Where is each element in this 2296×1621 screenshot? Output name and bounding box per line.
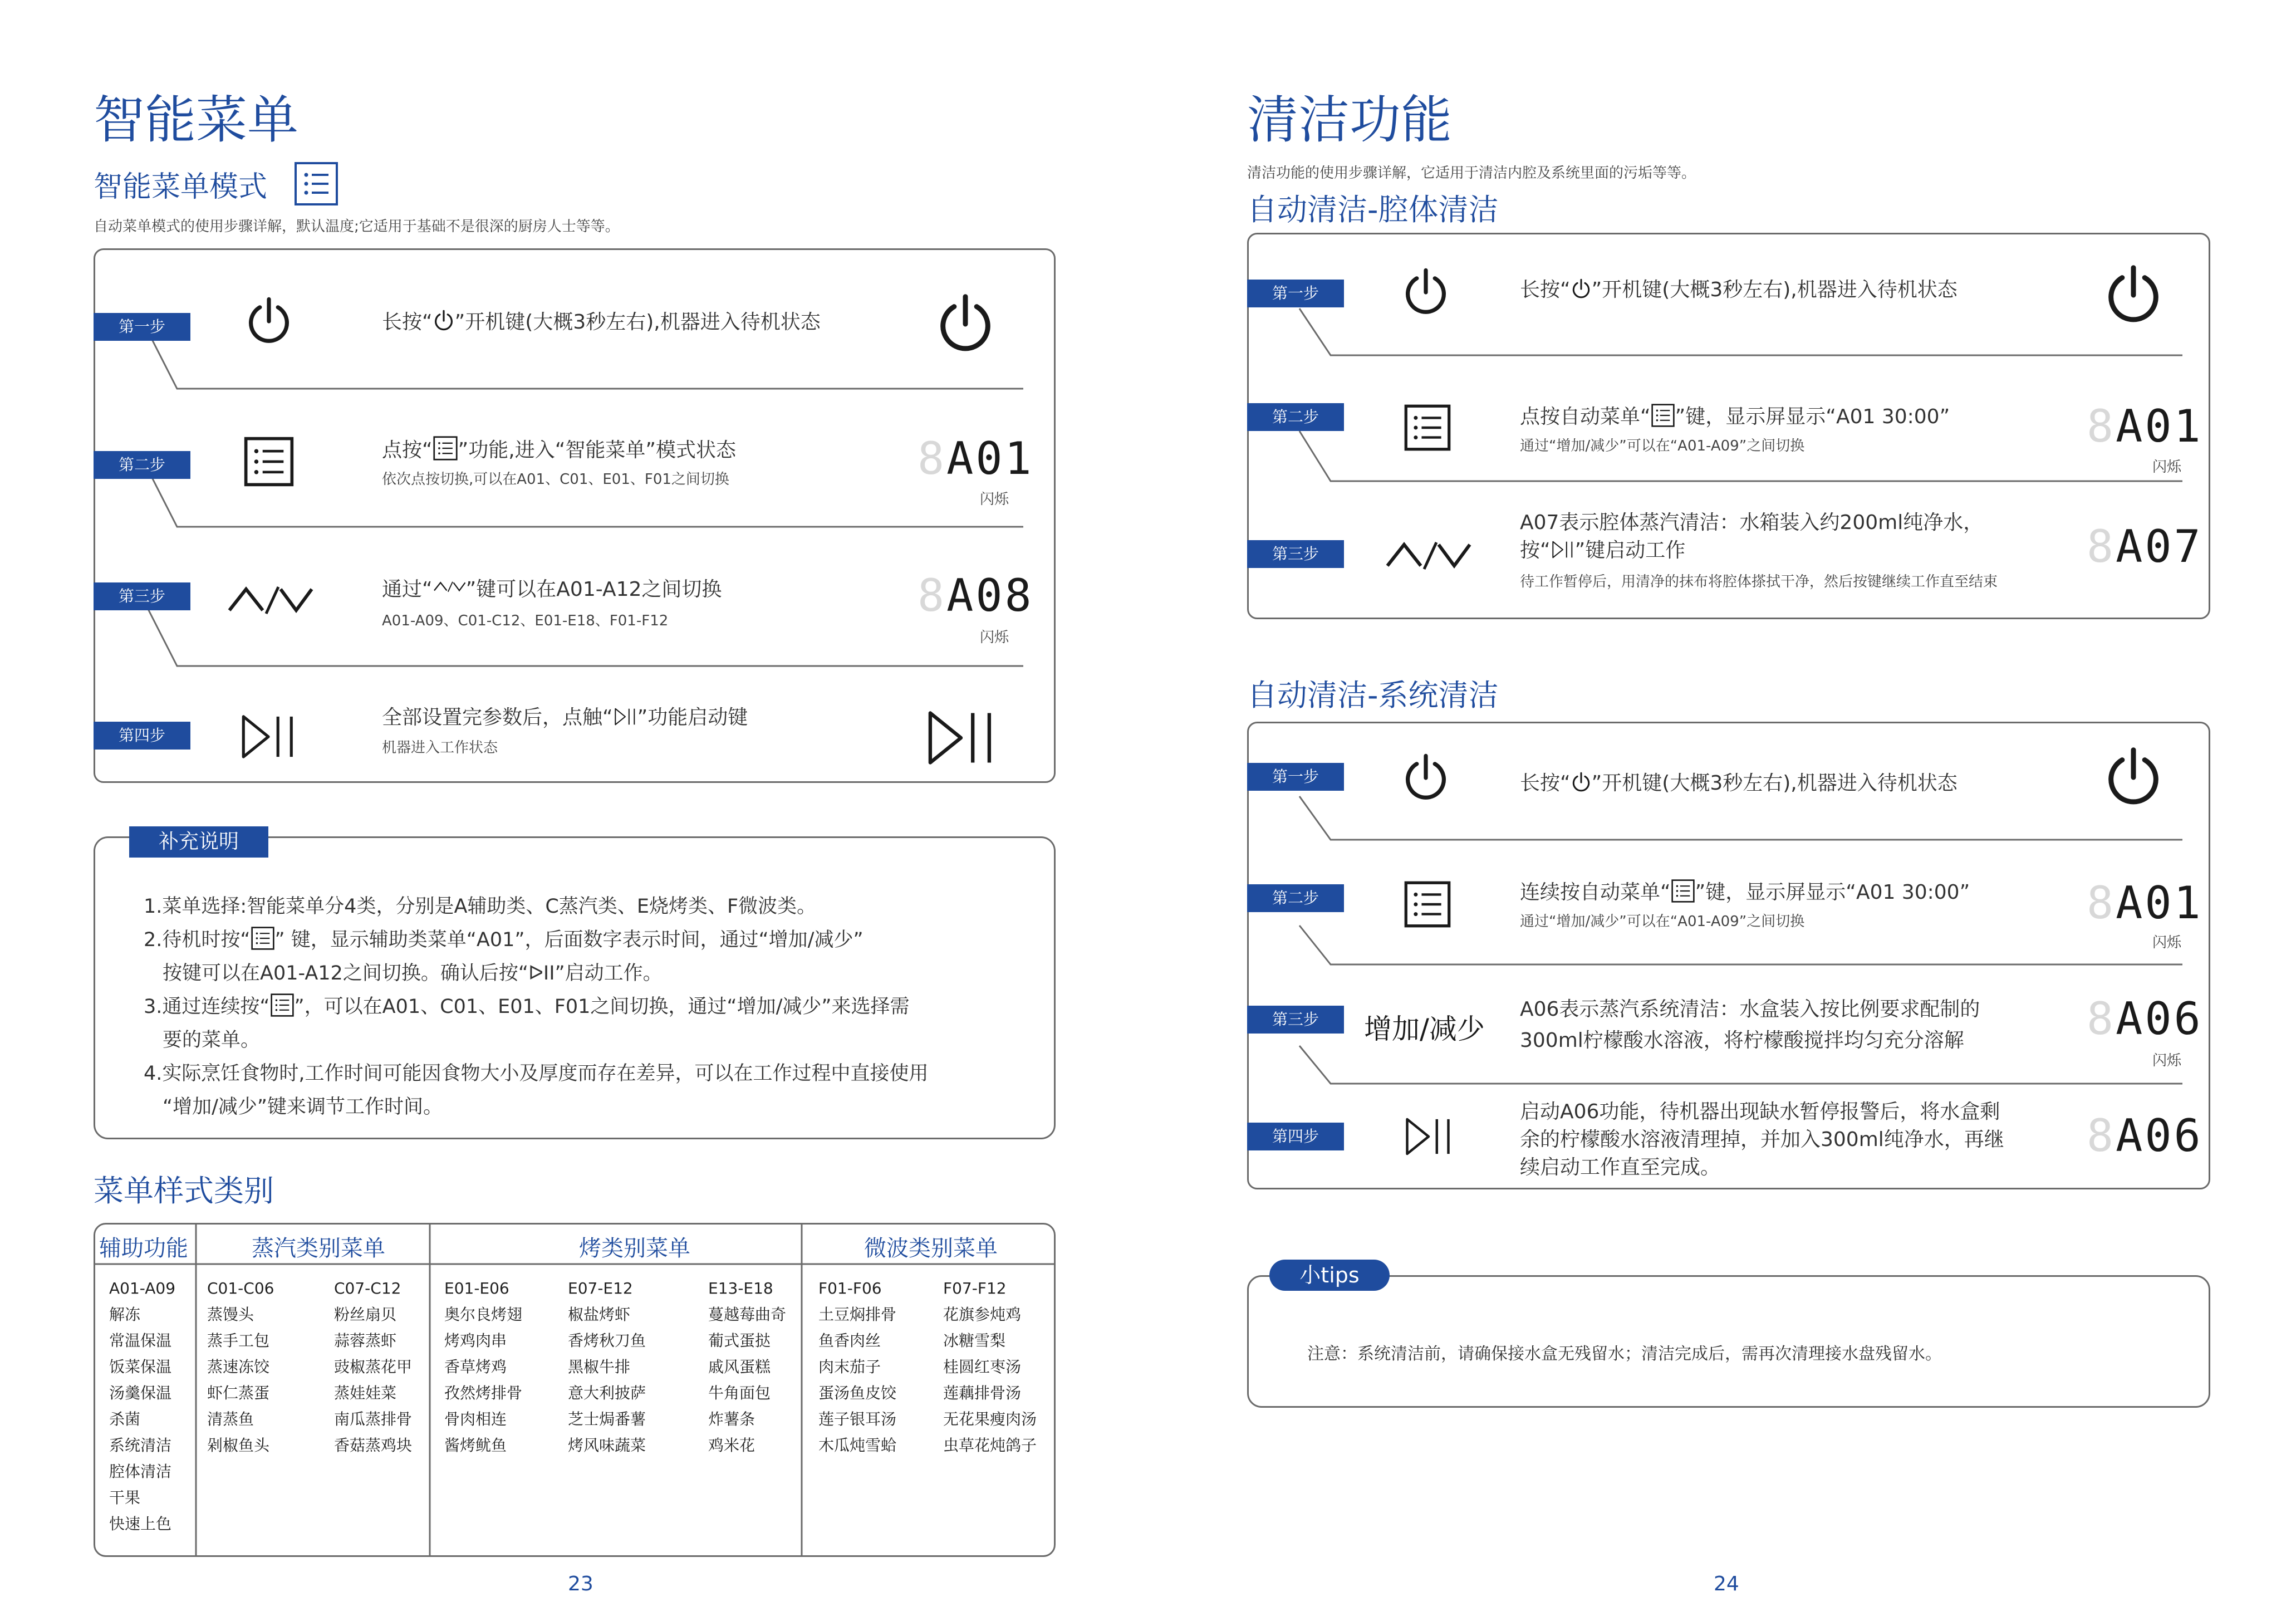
menu-icon (433, 435, 458, 461)
step-text: A07表示腔体蒸汽清洁：水箱装入约200ml纯净水， (1520, 511, 1984, 534)
step-subtext: 待工作暂停后，用清净的抹布将腔体搽拭干净，然后按键继续工作直至结束 (1520, 574, 1998, 590)
step-tag: 第一步 (94, 313, 190, 341)
menu-icon (251, 926, 275, 951)
step-text: 连续按自动菜单“ ”键，显示屏显示“A01 30:00” (1520, 879, 1970, 906)
page-title: 智能菜单 (94, 90, 299, 150)
table-column: C07-C12 粉丝扇贝 蒜蓉蒸虾 豉椒蒸花甲 蒸娃娃菜 南瓜蒸排骨 香菇蒸鸡块 (334, 1279, 413, 1455)
display-readout: 8A07 (2087, 521, 2203, 572)
table-header: 辅助功能 (99, 1236, 188, 1261)
section-title: 智能菜单模式 (94, 170, 268, 204)
step-tag: 第四步 (1247, 1123, 1344, 1150)
step-text: 300ml柠檬酸水溶液，将柠檬酸搅拌均匀充分溶解 (1520, 1029, 1964, 1052)
step-tag: 第三步 (94, 582, 190, 610)
step-tag: 第四步 (94, 722, 190, 750)
page-number: 24 (1714, 1573, 1739, 1595)
note-line: “增加/减少”键来调节工作时间。 (163, 1096, 443, 1118)
section-title: 菜单样式类别 (94, 1173, 274, 1208)
up-down-icon (433, 578, 466, 595)
step-tag: 第二步 (94, 451, 190, 479)
display-readout: 8A06 (2087, 1110, 2203, 1162)
display-readout: 8A08 (918, 570, 1034, 621)
table-column: E01-E06 奥尔良烤翅 烤鸡肉串 香草烤鸡 孜然烤排骨 骨肉相连 酱烤鱿鱼 (444, 1279, 523, 1455)
step-text: A06表示蒸汽系统清洁：水盒装入按比例要求配制的 (1520, 998, 1980, 1021)
table-column: F07-F12 花旗参炖鸡 冰糖雪梨 桂圆红枣汤 莲藕排骨汤 无花果瘦肉汤 虫草花炖鸽子 (943, 1279, 1037, 1455)
note-line: 1.菜单选择:智能菜单分4类，分别是A辅助类、C蒸汽类、E烧烤类、F微波类。 (144, 895, 817, 918)
table-column: E07-E12 椒盐烤虾 香烤秋刀鱼 黑椒牛排 意大利披萨 芝士焗番薯 烤风味蔬菜 (568, 1279, 646, 1455)
power-icon (934, 293, 997, 355)
power-icon (1571, 772, 1592, 793)
flash-label: 闪烁 (980, 491, 1009, 508)
page-number: 23 (568, 1573, 593, 1595)
power-icon (2102, 746, 2165, 809)
table-header: 蒸汽类别菜单 (252, 1236, 385, 1261)
menu-icon (1671, 879, 1695, 903)
step-subtext: 通过“增加/减少”可以在“A01-A09”之间切换 (1520, 438, 1805, 454)
menu-icon (294, 161, 338, 206)
step-text: 按“ ”键启动工作 (1520, 539, 1686, 562)
note-line: 3.通过连续按“ ”，可以在A01、C01、E01、F01之间切换，通过“增加/减少”来选择需 (144, 991, 910, 1019)
table-column: C01-C06 蒸馒头 蒸手工包 蒸速冻饺 虾仁蒸蛋 清蒸鱼 剁椒鱼头 (207, 1279, 274, 1455)
flash-label: 闪烁 (980, 629, 1009, 646)
note-line: 2.待机时按“ ” 键，显示辅助类菜单“A01”，后面数字表示时间，通过“增加/减少” (144, 924, 864, 952)
section-desc: 自动菜单模式的使用步骤详解，默认温度;它适用于基础不是很深的厨房人士等等。 (94, 218, 620, 235)
up-down-icon (1383, 538, 1472, 571)
display-readout: 8A01 (2087, 400, 2203, 452)
supplement-label: 补充说明 (129, 826, 268, 858)
step-tag: 第一步 (1247, 280, 1344, 307)
step-tag: 第一步 (1247, 763, 1344, 791)
step-text: 长按“ ”开机键(大概3秒左右),机器进入待机状态 (1520, 278, 1958, 301)
tips-label: 小tips (1269, 1260, 1390, 1291)
table-column: F01-F06 土豆焖排骨 鱼香肉丝 肉末茄子 蛋汤鱼皮饺 莲子银耳汤 木瓜炖雪蛤 (818, 1279, 897, 1455)
step-text: 全部设置完参数后，点触“ ”功能启动键 (382, 706, 748, 729)
power-icon (1401, 753, 1451, 803)
up-down-icon (225, 582, 314, 616)
menu-icon (1403, 880, 1452, 929)
step-subtext: A01-A09、C01-C12、E01-E18、F01-F12 (382, 613, 669, 629)
step-subtext: 依次点按切换,可以在A01、C01、E01、F01之间切换 (382, 471, 729, 488)
power-icon (433, 310, 455, 332)
power-icon (1401, 267, 1451, 317)
step-text: 续启动工作直至完成。 (1520, 1156, 1721, 1179)
note-line: 4.实际烹饪食物时,工作时间可能因食物大小及厚度而存在差异，可以在工作过程中直接使用 (144, 1062, 929, 1085)
table-column: A01-A09 解冻 常温保温 饭菜保温 汤羹保温 杀菌 系统清洁 腔体清洁 干果 快速上色 (109, 1279, 176, 1533)
display-readout: 8A06 (2087, 993, 2203, 1045)
section-title: 自动清洁-系统清洁 (1247, 678, 1499, 713)
flash-label: 闪烁 (2152, 934, 2182, 951)
power-icon (244, 296, 294, 346)
step-text: 长按“ ”开机键(大概3秒左右),机器进入待机状态 (382, 311, 821, 334)
menu-icon (243, 435, 295, 488)
menu-icon (1403, 403, 1452, 452)
play-pause-icon (239, 713, 297, 761)
table-column: E13-E18 蔓越莓曲奇 葡式蛋挞 戚风蛋糕 牛角面包 炸薯条 鸡米花 (708, 1279, 787, 1455)
increase-decrease-label: 增加/减少 (1364, 1013, 1485, 1045)
step-tag: 第二步 (1247, 884, 1344, 912)
power-icon (1571, 278, 1592, 300)
step-text: 余的柠檬酸水溶液清理掉，并加入300ml纯净水，再继 (1520, 1128, 2004, 1151)
note-line: 要的菜单。 (163, 1029, 261, 1051)
flash-label: 闪烁 (2152, 459, 2182, 476)
display-readout: 8A01 (918, 433, 1034, 484)
step-text: 启动A06功能，待机器出现缺水暂停报警后，将水盒剩 (1520, 1100, 2000, 1123)
step-tag: 第二步 (1247, 403, 1344, 431)
power-icon (2102, 264, 2165, 326)
step-text: 点按“ ”功能,进入“智能菜单”模式状态 (382, 435, 736, 464)
table-header: 烤类别菜单 (579, 1236, 690, 1261)
tips-text: 注意：系统清洁前，请确保接水盒无残留水；清洁完成后，需再次清理接水盘残留水。 (1307, 1344, 1942, 1364)
step-text: 长按“ ”开机键(大概3秒左右),机器进入待机状态 (1520, 772, 1958, 795)
page-title: 清洁功能 (1247, 90, 1453, 150)
menu-icon (270, 993, 295, 1017)
menu-icon (1651, 403, 1675, 428)
note-line: 按键可以在A01-A12之间切换。确认后按“ᐅII”启动工作。 (163, 962, 663, 985)
play-pause-icon (924, 708, 998, 767)
flash-label: 闪烁 (2152, 1052, 2182, 1069)
step-text: 点按自动菜单“ ”键，显示屏显示“A01 30:00” (1520, 403, 1950, 430)
step-text: 通过“ ”键可以在A01-A12之间切换 (382, 578, 722, 601)
step-subtext: 通过“增加/减少”可以在“A01-A09”之间切换 (1520, 913, 1805, 930)
play-pause-icon (613, 707, 637, 726)
step-tag: 第三步 (1247, 540, 1344, 568)
table-header: 微波类别菜单 (864, 1236, 998, 1261)
section-title: 自动清洁-腔体清洁 (1247, 192, 1499, 227)
step-subtext: 机器进入工作状态 (382, 740, 498, 756)
display-readout: 8A01 (2087, 877, 2203, 929)
play-pause-icon (1551, 540, 1575, 559)
play-pause-icon (1401, 1116, 1456, 1157)
section-desc: 清洁功能的使用步骤详解，它适用于清洁内腔及系统里面的污垢等等。 (1247, 165, 1696, 182)
step-tag: 第三步 (1247, 1006, 1344, 1034)
